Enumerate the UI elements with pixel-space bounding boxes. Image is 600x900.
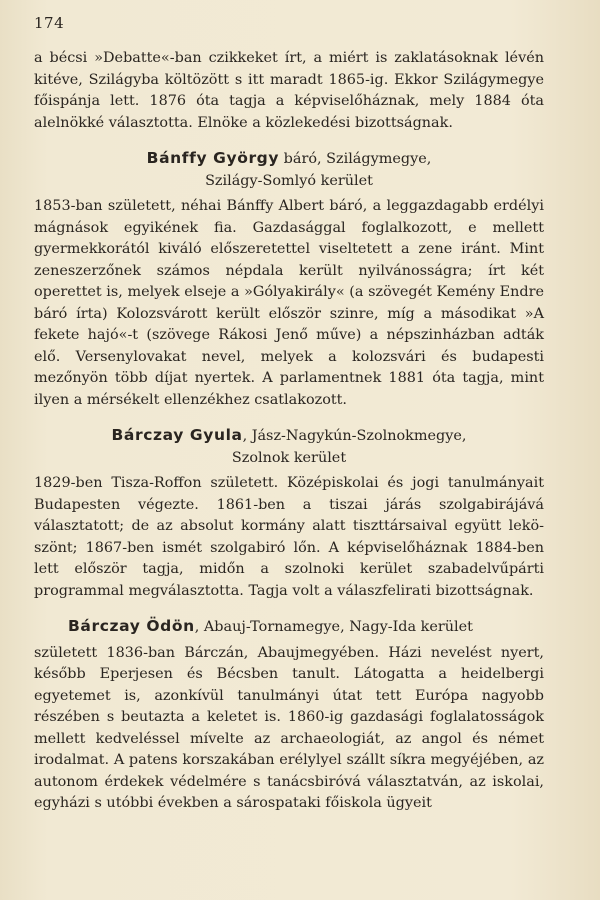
entry-text: született 1836-ban Bárczán, Abaujmegyében. Házi nevelést nyert, később Eperjesen és Bécsben tanult. Látogatta a heidelbergi egyetemet is, azonkívül tanulmányi útat tett Európa nagyobb részében s beutazta a keletet is. 1860-ig gazdasági foglalatosságok mellett kedveléssel mívelte az archaeologiát, az angol és német irodalmat. A patens korszakában erélylyel szállt síkra megyéjében, az autonom érdekek védelmére s tanácsbiróvá választatván, az iskolai, egyházi s utóbbi években a sárospataki főiskola ügyeit [34, 644, 544, 811]
entry-name: Bánffy György [146, 149, 280, 167]
entry-banffy-gyorgy [34, 148, 544, 411]
entry-location: , Jász-Nagykún-Szolnokmegye, [242, 428, 467, 444]
entry-heading [34, 425, 544, 469]
entry-heading [68, 616, 544, 639]
entry-text: 1853-ban született, néhai Bánffy Albert báró, a leggazdagabb erdélyi mágnások egyikének fia. Gazdasággal foglalkozott, e mellett gyermekkorától kiváló előszeretettel viseltetett a zene iránt. Mint zeneszerzőnek számos népdala került nyilvánosságra; írt két operettet is, melyek elseje a »Gólyakirály« (a szövegét Kemény Endre báró írta) Kolozsvárott került először szinre, míg a másodikat »A fekete hajó«-t (szövege Rákosi Jenő műve) a népszinházban adták elő. Versenylovakat nevel, melyek a kolozsvári és budapesti mezőnyön több díjat nyertek. A parlamentnek 1881 óta tagja, mint ilyen a mérsékelt ellenzékhez csatlakozott. [34, 198, 544, 408]
intro-paragraph: a bécsi »Debatte«-ban czikkeket írt, a miért is zaklatásoknak lévén kitéve, Szilágyba költözött s itt maradt 1865-ig. Ekkor Szilágymegye főispánja lett. 1876 óta tagja a képviselőháznak, mely 1884 óta alelnökké választotta. Elnöke a közlekedési bizottságnak. [34, 50, 544, 131]
entry-location: báró, Szilágymegye, [283, 151, 432, 167]
page-number: 174 [34, 14, 65, 32]
entry-name: Bárczay Gyula [111, 426, 243, 444]
entry-barczay-odon [34, 616, 544, 815]
entry-barczay-gyula [34, 425, 544, 602]
entry-district: Szilágy-Somlyó kerület [205, 172, 373, 189]
entry-district: Szolnok kerület [231, 449, 347, 466]
entry-text: 1829-ben Tisza-Roffon született. Középiskolai és jogi tanulmányait Budapesten végezte. 1861-ben a tiszai járás szolgabirájává választatott; de az absolut kormány alatt tiszttársaival együtt leköszönt; 1867-ben ismét szolgabiró lőn. A képviselőháznak 1884-ben lett először tagja, midőn a szolnoki kerület szabadelvűpárti programmal megválasztotta. Tagja volt a válaszfelirati bizottságnak. [34, 475, 544, 599]
entry-location: , Abauj-Tornamegye, Nagy-Ida kerület [194, 619, 473, 635]
entry-name: Bárczay Ödön [68, 617, 195, 635]
entry-heading [34, 148, 544, 192]
